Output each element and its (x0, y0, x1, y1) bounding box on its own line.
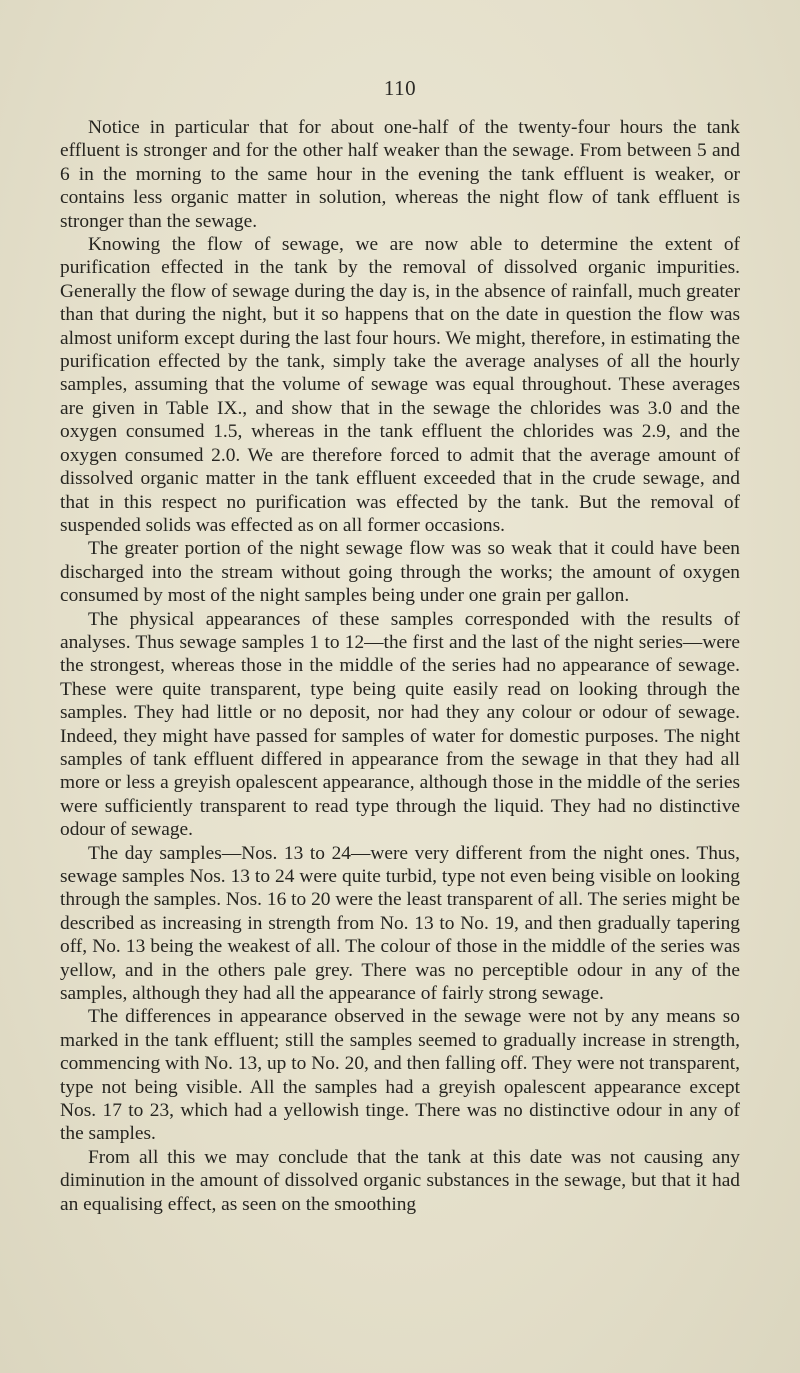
paragraph-5: The day samples—Nos. 13 to 24—were very different from the night ones. Thus, sewage samples Nos. 13 to 24 were quite turbid, type not even being visible on looking through the samples. Nos. 16 to 20 were the least transparent of all. The series might be described as increasing in strength from No. 13 to No. 19, and then gradually tapering off, No. 13 being the weakest of all. The colour of those in the middle of the series was yellow, and in the others pale grey. There was no perceptible odour in any of the samples, although they had all the appearance of fairly strong sewage. (60, 842, 740, 1005)
page-number: 110 (383, 76, 417, 100)
paragraph-7: From all this we may conclude that the tank at this date was not causing any diminution in the amount of dissolved organic substances in the sewage, but that it had an equalising effect, as seen on the smoothing (60, 1146, 740, 1215)
paragraph-1: Notice in particular that for about one-half of the twenty-four hours the tank effluent is stronger and for the other half weaker than the sewage. From between 5 and 6 in the morning to the same hour in the evening the tank effluent is weaker, or contains less organic matter in solution, whereas the night flow of tank effluent is stronger than the sewage. (60, 117, 740, 232)
paragraph-2: Knowing the flow of sewage, we are now able to determine the extent of purification effected in the tank by the removal of dissolved organic impurities. Generally the flow of sewage during the day is, in the absence of rainfall, much greater than that during the night, but it so happens that on the date in question the flow was almost uniform except during the last four hours. We might, therefore, in estimating the purification effected by the tank, simply take the average analyses of all the hourly samples, assuming that the volume of sewage was equal throughout. These averages are given in Table IX., and show that in the sewage the chlorides was 3.0 and the oxygen consumed 1.5, whereas in the tank effluent the chlorides was 2.9, and the oxygen consumed 2.0. We are therefore forced to admit that the average amount of dissolved organic matter in the tank effluent exceeded that in the crude sewage, and that in this respect no purification was effected by the tank. But the removal of suspended solids was effected as on all former occasions. (60, 234, 740, 536)
paragraph-3: The greater portion of the night sewage flow was so weak that it could have been discharged into the stream without going through the works; the amount of oxygen consumed by most of the night samples being under one grain per gallon. (60, 538, 740, 607)
paragraph-4: The physical appearances of these samples corresponded with the results of analyses. Thus sewage samples 1 to 12—the first and the last of the night series—were the strongest, whereas those in the middle of the series had no appearance of sewage. These were quite transparent, type being quite easily read on looking through the samples. They had little or no deposit, nor had they any colour or odour of sewage. Indeed, they might have passed for samples of water for domestic purposes. The night samples of tank effluent differed in appearance from the sewage in that they had all more or less a greyish opalescent appearance, although those in the middle of the series were sufficiently transparent to read type through the liquid. They had no distinctive odour of sewage. (60, 608, 740, 841)
body-text (60, 116, 740, 1216)
paragraph-6: The differences in appearance observed in the sewage were not by any means so marked in the tank effluent; still the samples seemed to gradually increase in strength, commencing with No. 13, up to No. 20, and then falling off. They were not transparent, type not being visible. All the samples had a greyish opalescent appearance except Nos. 17 to 23, which had a yellowish tinge. There was no distinctive odour in any of the samples. (60, 1006, 740, 1145)
